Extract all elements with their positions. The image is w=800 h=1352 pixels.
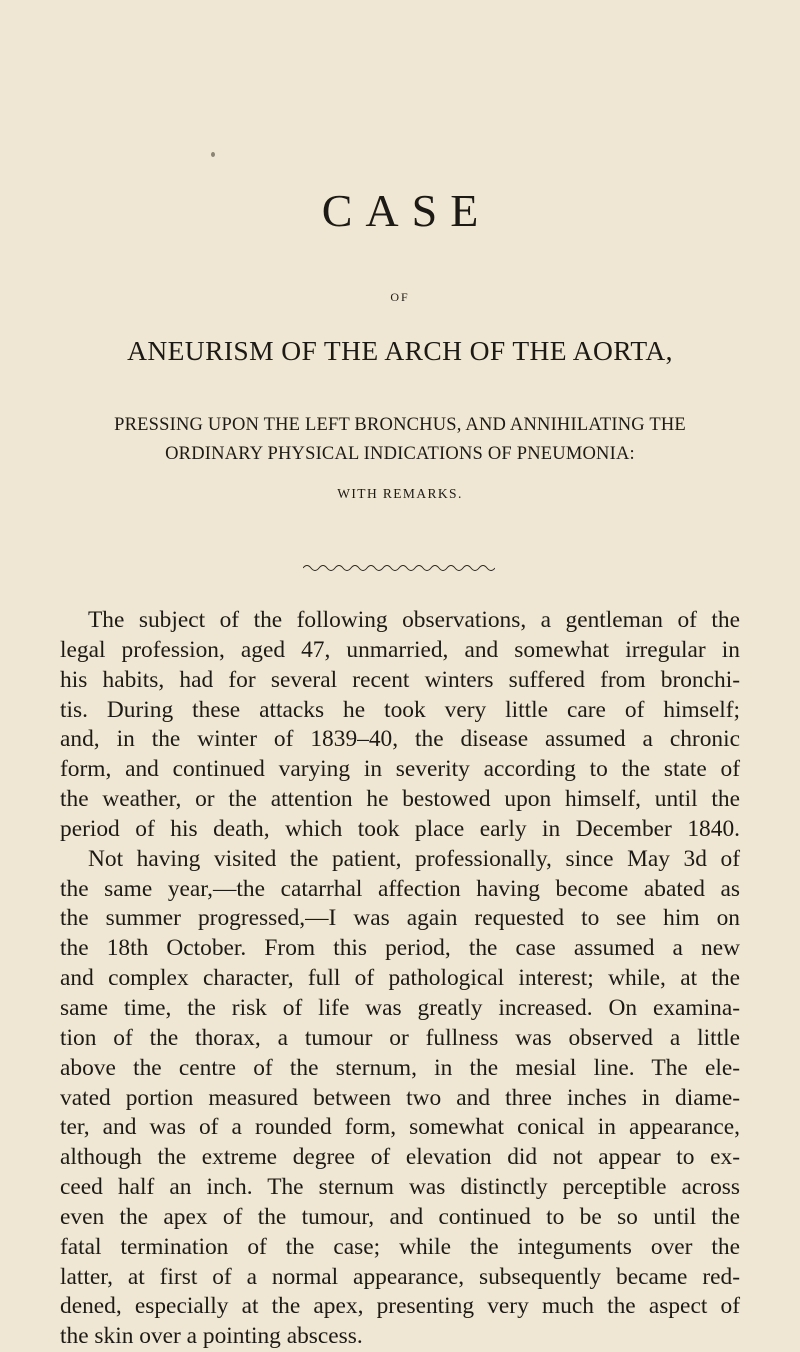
page-title: CASE xyxy=(321,185,492,236)
text-line: dened, especially at the apex, presenting very much the aspect of xyxy=(60,1293,740,1320)
text-line: same time, the risk of life was greatly increased. On examina- xyxy=(60,994,740,1021)
text-line: legal profession, aged 47, unmarried, and somewhat irregular in xyxy=(60,636,740,663)
text-line: his habits, had for several recent winters suffered from bronchi- xyxy=(60,666,740,693)
text-line: the skin over a pointing abscess. xyxy=(60,1323,363,1350)
text-line: and complex character, full of pathological interest; while, at the xyxy=(60,965,740,992)
subheading xyxy=(0,411,800,469)
subheading-line: PRESSING UPON THE LEFT BRONCHUS, AND ANNIHILATING THE xyxy=(114,415,686,435)
text-line: above the centre of the sternum, in the mesial line. The ele- xyxy=(60,1054,740,1081)
wavy-rule-ornament xyxy=(303,562,495,574)
text-line: fatal termination of the case; while the integuments over the xyxy=(60,1233,740,1260)
text-line: the 18th October. From this period, the case assumed a new xyxy=(60,935,740,962)
text-line: latter, at first of a normal appearance, subsequently became red- xyxy=(60,1263,740,1290)
title-connector: OF xyxy=(390,290,410,304)
subheading-line: ORDINARY PHYSICAL INDICATIONS OF PNEUMONIA: xyxy=(165,444,635,464)
text-line: Not having visited the patient, professionally, since May 3d of xyxy=(88,845,740,872)
text-line: ceed half an inch. The sternum was distinctly perceptible across xyxy=(60,1174,740,1201)
text-line: form, and continued varying in severity according to the state of xyxy=(60,756,740,783)
text-line: the summer progressed,—I was again requested to see him on xyxy=(60,905,740,932)
text-line: tion of the thorax, a tumour or fullness was observed a little xyxy=(60,1024,740,1051)
text-line: ter, and was of a rounded form, somewhat conical in appearance, xyxy=(60,1114,740,1141)
text-line: The subject of the following observations, a gentleman of the xyxy=(88,607,740,633)
text-line: the weather, or the attention he bestowed upon himself, until the xyxy=(60,786,740,813)
ink-speck xyxy=(211,152,215,157)
main-heading: ANEURISM OF THE ARCH OF THE AORTA, xyxy=(127,335,673,366)
text-line: tis. During these attacks he took very little care of himself; xyxy=(60,696,740,723)
text-line: vated portion measured between two and three inches in diame- xyxy=(60,1084,740,1111)
text-line: period of his death, which took place early in December 1840. xyxy=(60,815,740,842)
text-line: the same year,—the catarrhal affection having become abated as xyxy=(60,875,740,902)
remarks-line: WITH REMARKS. xyxy=(337,486,463,501)
body-paragraph xyxy=(60,606,740,1352)
text-line: although the extreme degree of elevation did not appear to ex- xyxy=(60,1144,740,1171)
text-line: and, in the winter of 1839–40, the disease assumed a chronic xyxy=(60,726,740,753)
text-line: even the apex of the tumour, and continued to be so until the xyxy=(60,1203,740,1230)
